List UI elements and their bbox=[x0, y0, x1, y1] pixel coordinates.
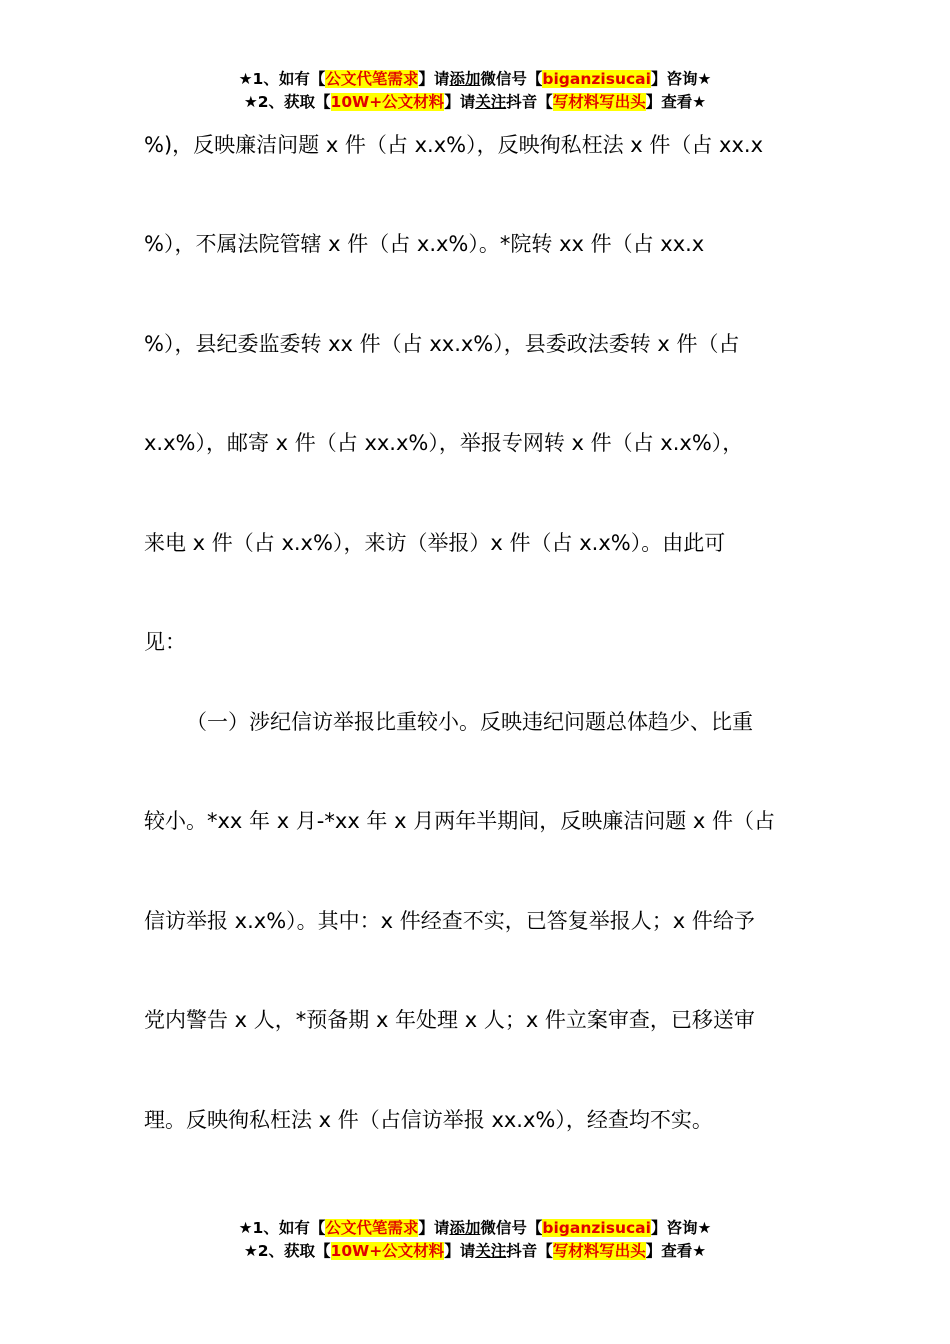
body-line: %），县纪委监委转 xx 件（占 xx.x%），县委政法委转 x 件（占 bbox=[144, 332, 740, 356]
body-line: 党内警告 x 人，*预备期 x 年处理 x 人；x 件立案审查，已移送审 bbox=[144, 1008, 755, 1032]
highlight-materials: 10W+公文材料 bbox=[330, 93, 445, 111]
body-line: 来电 x 件（占 x.x%），来访（举报）x 件（占 x.x%）。由此可 bbox=[144, 531, 726, 555]
body-line: %)，反映廉洁问题 x 件（占 x.x%），反映徇私枉法 x 件（占 xx.x bbox=[144, 133, 763, 157]
body-line: 见： bbox=[144, 630, 186, 654]
highlight-service: 公文代笔需求 bbox=[325, 70, 419, 88]
header-banner bbox=[0, 68, 950, 114]
banner-line-1: ★1、如有【公文代笔需求】请添加微信号【biganzisucai】咨询★ bbox=[238, 1219, 712, 1237]
highlight-douyin: 写材料写出头 bbox=[552, 1242, 646, 1260]
banner-line-2: ★2、获取【10W+公文材料】请关注抖音【写材料写出头】查看★ bbox=[243, 1242, 707, 1260]
highlight-douyin: 写材料写出头 bbox=[552, 93, 646, 111]
banner-line-2: ★2、获取【10W+公文材料】请关注抖音【写材料写出头】查看★ bbox=[243, 93, 707, 111]
body-line: x.x%），邮寄 x 件（占 xx.x%），举报专网转 x 件（占 x.x%）， bbox=[144, 431, 744, 455]
highlight-materials: 10W+公文材料 bbox=[330, 1242, 445, 1260]
highlight-wechat-id: biganzisucai bbox=[542, 1219, 651, 1237]
body-line: 较小。*xx 年 x 月-*xx 年 x 月两年半期间，反映廉洁问题 x 件（占 bbox=[144, 809, 775, 833]
body-line: 理。反映徇私枉法 x 件（占信访举报 xx.x%），经查均不实。 bbox=[144, 1108, 713, 1132]
highlight-wechat-id: biganzisucai bbox=[542, 70, 651, 88]
body-line: 信访举报 x.x%）。其中：x 件经查不实，已答复举报人；x 件给予 bbox=[144, 909, 755, 933]
body-line: %），不属法院管辖 x 件（占 x.x%）。*院转 xx 件（占 xx.x bbox=[144, 232, 705, 256]
section-heading-line: （一）涉纪信访举报比重较小。反映违纪问题总体趋少、比重 bbox=[186, 710, 753, 734]
banner-line-1: ★1、如有【公文代笔需求】请添加微信号【biganzisucai】咨询★ bbox=[238, 70, 712, 88]
footer-banner bbox=[0, 1217, 950, 1263]
highlight-service: 公文代笔需求 bbox=[325, 1219, 419, 1237]
